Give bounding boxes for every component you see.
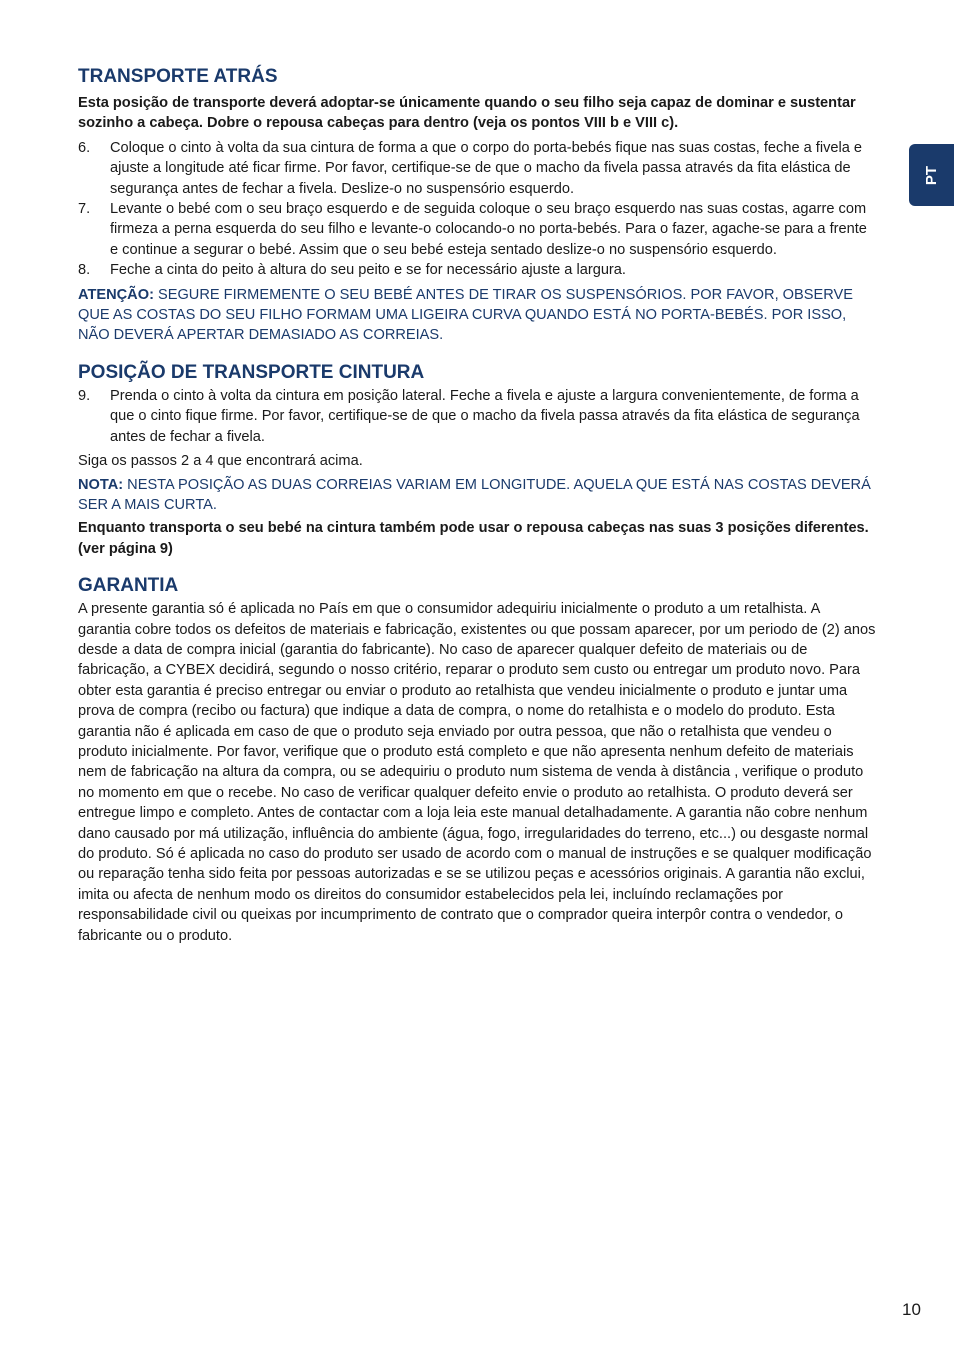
list-text: Prenda o cinto à volta da cintura em posição lateral. Feche a fivela e ajuste a largura convenientemente, de forma a que o cinto fique firme. Por favor, certifique-se de que o macho da fivela passa através da fita elástica de segurança antes de fechar a fivela. — [110, 387, 860, 445]
language-tab-label: PT — [922, 165, 940, 185]
headrest-info: Enquanto transporta o seu bebé na cintura também pode usar o repousa cabeças nas suas 3 posições diferentes. (ver página 9) — [78, 520, 869, 557]
list-number: 7. — [78, 201, 91, 218]
language-tab — [909, 144, 954, 206]
section-title-transporte-atras: TRANSPORTE ATRÁS — [78, 66, 278, 87]
list-item — [78, 260, 876, 280]
section-title-cintura: POSIÇÃO DE TRANSPORTE CINTURA — [78, 361, 425, 383]
page-number: 10 — [902, 1300, 921, 1319]
section-intro: Esta posição de transporte deverá adoptar-se únicamente quando o seu filho seja capaz de dominar e sustentar sozinho a cabeça. Dobre o repousa cabeças para dentro (veja os pontos VIII b e VIII c). — [78, 95, 856, 132]
list-text: Levante o bebé com o seu braço esquerdo e de seguida coloque o seu braço esquerdo nas suas costas, agarre com firmeza a perna esquerda do seu filho e levante-o colocando-o no porta-bebés. Para o fazer, agache-se para a frente e continue a segurar o bebé. Assim que o seu bebé esteja sentado deslize-o no suspensório esquerdo. — [110, 201, 867, 258]
list-item — [78, 199, 876, 260]
warning-label: ATENÇÃO: — [78, 286, 154, 303]
warranty-body: A presente garantia só é aplicada no País em que o consumidor adequiriu inicialmente o produto a um retalhista. A garantia cobre todos os defeitos de materiais e fabricação, existentes ou que possam aparecer, por um periodo de (2) anos desde a data de compra inicial (garantia do fabricante). No caso de aparecer qualquer defeito de materiais ou de fabricação, a CYBEX decidirá, segundo o nosso critério, reparar o produto sem custo ou entregar um produto novo. Para obter esta garantia é preciso entregar ou enviar o produto ao retalhista que vendeu inicialmente o produto e juntar uma prova de compra (recibo ou factura) que indique a data de compra, o nome do retalhista e o modelo do produto. Esta garantia não é aplicada em caso de que o produto seja enviado por outra pessoa, que não o retalhista que vendeu o produto inicialmente. Por favor, verifique que o produto está completo e que não apresenta nenhum defeito de materiais nem de fabricação na altura da compra, ou se adequiriu o produto num sistema de venda à distância , verifique o produto no momento em que o recebe. No caso de verificar qualquer defeito envie o produto ao retalhista. O produto deverá ser entregue limpo e completo. Antes de contactar com a loja leia este manual detalhadamente. A garantia não cobre nenhum dano causado por má utilização, influência do ambiente (água, fogo, irregularidades do terreno, etc...) ou desgaste normal do produto. Só é aplicada no caso do produto ser usado de acordo com o manual de instruções e se qualquer modificação ou reparação tenha sido feita por pessoas autorizadas e se se utilizou peças e acessórios originais. A garantia não exclui, imita ou afecta de nenhum modo os direitos do consumidor estabelecidos pela lei, incluíndo reclamações por responsabilidade civil ou queixas por incumprimento de contrato que o comprador queira interpôr contra o vendedor, o fabricante ou o produto. — [78, 601, 876, 944]
list-number: 8. — [78, 262, 91, 279]
section-title-garantia: GARANTIA — [78, 575, 179, 597]
list-item — [78, 386, 876, 447]
page-content — [78, 64, 876, 946]
warning-paragraph — [78, 285, 876, 346]
follow-steps-text: Siga os passos 2 a 4 que encontrará acima. — [78, 453, 363, 470]
note-label: NOTA: — [78, 476, 124, 493]
list-number: 6. — [78, 139, 91, 156]
note-paragraph — [78, 475, 876, 516]
list-text: Coloque o cinto à volta da sua cintura de forma a que o corpo do porta-bebés fique nas suas costas, feche a fivela e ajuste a longitude até ficar firme. Por favor, certifique-se de que o macho da fivela passa através da fita elástica de segurança antes de fechar a fivela. Deslize-o no suspensório esquerdo. — [110, 139, 863, 197]
steps-list-1 — [78, 138, 876, 281]
steps-list-2 — [78, 386, 876, 447]
warning-text: SEGURE FIRMEMENTE O SEU BEBÉ ANTES DE TIRAR OS SUSPENSÓRIOS. POR FAVOR, OBSERVE QUE AS COSTAS DO SEU FILHO FORMAM UMA LIGEIRA CURVA QUANDO ESTÁ NO PORTA-BEBÉS. POR ISSO, NÃO DEVERÁ APERTAR DEMASIADO AS CORREIAS. — [78, 286, 853, 344]
note-text: NESTA POSIÇÃO AS DUAS CORREIAS VARIAM EM LONGITUDE. AQUELA QUE ESTÁ NAS COSTAS DEVERÁ SER A MAIS CURTA. — [78, 476, 871, 513]
list-item — [78, 138, 876, 199]
list-number: 9. — [78, 387, 91, 404]
list-text: Feche a cinta do peito à altura do seu peito e se for necessário ajuste a largura. — [110, 262, 626, 279]
